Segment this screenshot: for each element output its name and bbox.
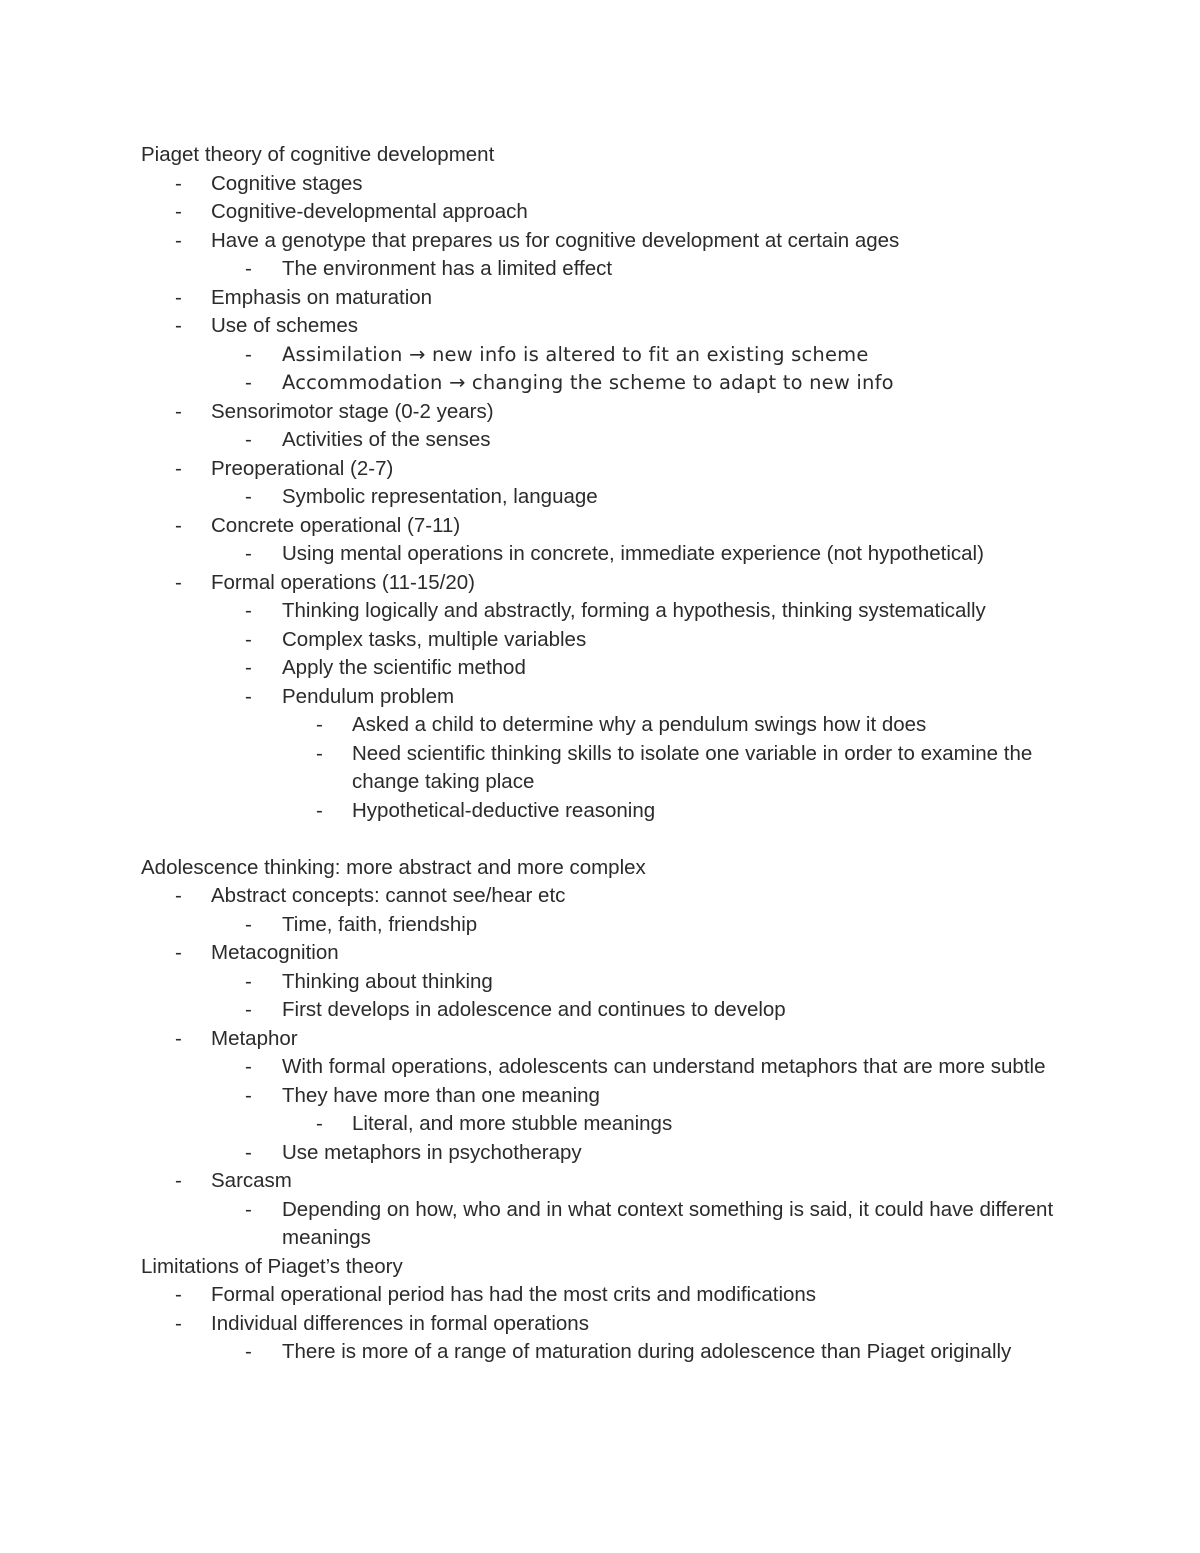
dash-bullet-icon: -	[175, 228, 182, 252]
list-item	[141, 797, 1061, 826]
dash-bullet-icon: -	[175, 941, 182, 964]
list-item	[141, 740, 1061, 797]
list-item	[141, 426, 1061, 455]
list-item	[141, 1139, 1061, 1168]
list-item-text: Thinking about thinking	[282, 969, 493, 993]
list-item	[141, 170, 1061, 199]
dash-bullet-icon: -	[245, 342, 252, 366]
list-item	[141, 683, 1061, 712]
dash-bullet-icon: -	[175, 884, 182, 907]
list-item-text: Metacognition	[211, 941, 339, 964]
dash-bullet-icon: -	[316, 1112, 323, 1135]
list-item	[141, 455, 1061, 484]
dash-bullet-icon: -	[245, 1340, 252, 1363]
list-item-text: Hypothetical-deductive reasoning	[352, 798, 656, 822]
dash-bullet-icon: -	[175, 1311, 182, 1335]
list-item-text: Sensorimotor stage (0-2 years)	[211, 399, 494, 423]
list-item	[141, 626, 1061, 655]
list-item-text: Individual differences in formal operations	[211, 1311, 589, 1335]
list-item-text: Accommodation → changing the scheme to adapt to new info	[282, 371, 894, 394]
list-item	[141, 540, 1061, 569]
dash-bullet-icon: -	[245, 656, 252, 679]
dash-bullet-icon: -	[175, 570, 182, 594]
dash-bullet-icon: -	[245, 485, 252, 508]
dash-bullet-icon: -	[175, 1283, 182, 1306]
section-heading: Adolescence thinking: more abstract and more complex	[141, 855, 646, 879]
dash-bullet-icon: -	[316, 741, 323, 765]
list-item	[141, 1338, 1061, 1367]
dash-bullet-icon: -	[245, 1055, 252, 1078]
dash-bullet-icon: -	[245, 627, 252, 651]
dash-bullet-icon: -	[316, 713, 323, 736]
list-item-text: There is more of a range of maturation during adolescence than Piaget originally	[282, 1340, 1012, 1363]
list-item	[141, 1167, 1061, 1196]
list-item	[141, 1025, 1061, 1054]
list-item	[141, 911, 1061, 940]
section-heading: Limitations of Piaget’s theory	[141, 1254, 403, 1278]
list-item	[141, 198, 1061, 227]
list-item	[141, 569, 1061, 598]
list-item	[141, 369, 1061, 398]
list-item-text: Use of schemes	[211, 314, 358, 337]
list-item-text: Cognitive-developmental approach	[211, 200, 528, 223]
section-heading: Piaget theory of cognitive development	[141, 143, 495, 166]
list-item-text: Activities of the senses	[282, 428, 491, 451]
list-item-text: Using mental operations in concrete, immediate experience (not hypothetical)	[282, 542, 984, 565]
list-item-text: Assimilation → new info is altered to fit an existing scheme	[282, 342, 869, 366]
list-item-text: First develops in adolescence and continues to develop	[282, 998, 786, 1021]
list-item-text: Sarcasm	[211, 1169, 292, 1192]
list-item-text: Cognitive stages	[211, 171, 363, 195]
list-item-text: Concrete operational (7-11)	[211, 513, 461, 537]
list-item	[141, 597, 1061, 626]
list-item-text: Use metaphors in psychotherapy	[282, 1140, 582, 1164]
list-item-text: Asked a child to determine why a pendulum swings how it does	[352, 713, 927, 736]
list-item	[141, 1082, 1061, 1111]
list-item-text: Abstract concepts: cannot see/hear etc	[211, 884, 566, 907]
list-item	[141, 968, 1061, 997]
list-item-text: The environment has a limited effect	[282, 257, 613, 280]
dash-bullet-icon: -	[175, 1026, 182, 1050]
list-item	[141, 882, 1061, 911]
list-item	[141, 512, 1061, 541]
list-item-text: Apply the scientific method	[282, 656, 526, 679]
dash-bullet-icon: -	[245, 542, 252, 565]
list-item	[141, 483, 1061, 512]
dash-bullet-icon: -	[245, 998, 252, 1021]
list-item-text: They have more than one meaning	[282, 1083, 600, 1107]
list-item-text: Metaphor	[211, 1026, 298, 1050]
dash-bullet-icon: -	[245, 428, 252, 451]
list-item-text: Emphasis on maturation	[211, 285, 433, 309]
list-item	[141, 1281, 1061, 1310]
list-item-text: Complex tasks, multiple variables	[282, 627, 587, 651]
list-item	[141, 711, 1061, 740]
list-item	[141, 1053, 1061, 1082]
list-item-text: Symbolic representation, language	[282, 485, 598, 508]
list-item	[141, 996, 1061, 1025]
dash-bullet-icon: -	[245, 912, 252, 936]
list-item	[141, 227, 1061, 256]
document-body	[141, 141, 1061, 1367]
list-item-text: Formal operations (11-15/20)	[211, 570, 475, 594]
list-item-text: Need scientific thinking skills to isolate one variable in order to examine the change taking place	[352, 741, 1033, 793]
list-item	[141, 939, 1061, 968]
dash-bullet-icon: -	[245, 371, 252, 394]
list-item-text: Preoperational (2-7)	[211, 456, 394, 480]
dash-bullet-icon: -	[175, 314, 182, 337]
list-item	[141, 1310, 1061, 1339]
list-item-text: Thinking logically and abstractly, forming a hypothesis, thinking systematically	[282, 599, 986, 622]
dash-bullet-icon: -	[175, 200, 182, 223]
list-item-text: Pendulum problem	[282, 684, 455, 708]
list-item	[141, 1110, 1061, 1139]
dash-bullet-icon: -	[245, 1197, 252, 1221]
dash-bullet-icon: -	[175, 171, 182, 195]
dash-bullet-icon: -	[245, 1140, 252, 1164]
list-item-text: With formal operations, adolescents can understand metaphors that are more subtle	[282, 1055, 1046, 1078]
dash-bullet-icon: -	[245, 599, 252, 622]
dash-bullet-icon: -	[316, 798, 323, 822]
dash-bullet-icon: -	[175, 285, 182, 309]
dash-bullet-icon: -	[245, 1083, 252, 1107]
list-item-text: Literal, and more stubble meanings	[352, 1112, 673, 1135]
list-item-text: Have a genotype that prepares us for cognitive development at certain ages	[211, 228, 900, 252]
list-item	[141, 255, 1061, 284]
list-item	[141, 398, 1061, 427]
dash-bullet-icon: -	[245, 257, 252, 280]
dash-bullet-icon: -	[175, 456, 182, 480]
list-item	[141, 312, 1061, 341]
dash-bullet-icon: -	[245, 684, 252, 708]
list-item	[141, 654, 1061, 683]
list-item	[141, 284, 1061, 313]
dash-bullet-icon: -	[245, 969, 252, 993]
list-item-text: Formal operational period has had the most crits and modifications	[211, 1283, 817, 1306]
list-item	[141, 1196, 1061, 1253]
list-item-text: Time, faith, friendship	[282, 912, 478, 936]
list-item-text: Depending on how, who and in what context something is said, it could have different meanings	[282, 1197, 1054, 1249]
dash-bullet-icon: -	[175, 513, 182, 537]
dash-bullet-icon: -	[175, 399, 182, 423]
blank-line	[141, 825, 1061, 854]
list-item	[141, 341, 1061, 370]
dash-bullet-icon: -	[175, 1169, 182, 1192]
